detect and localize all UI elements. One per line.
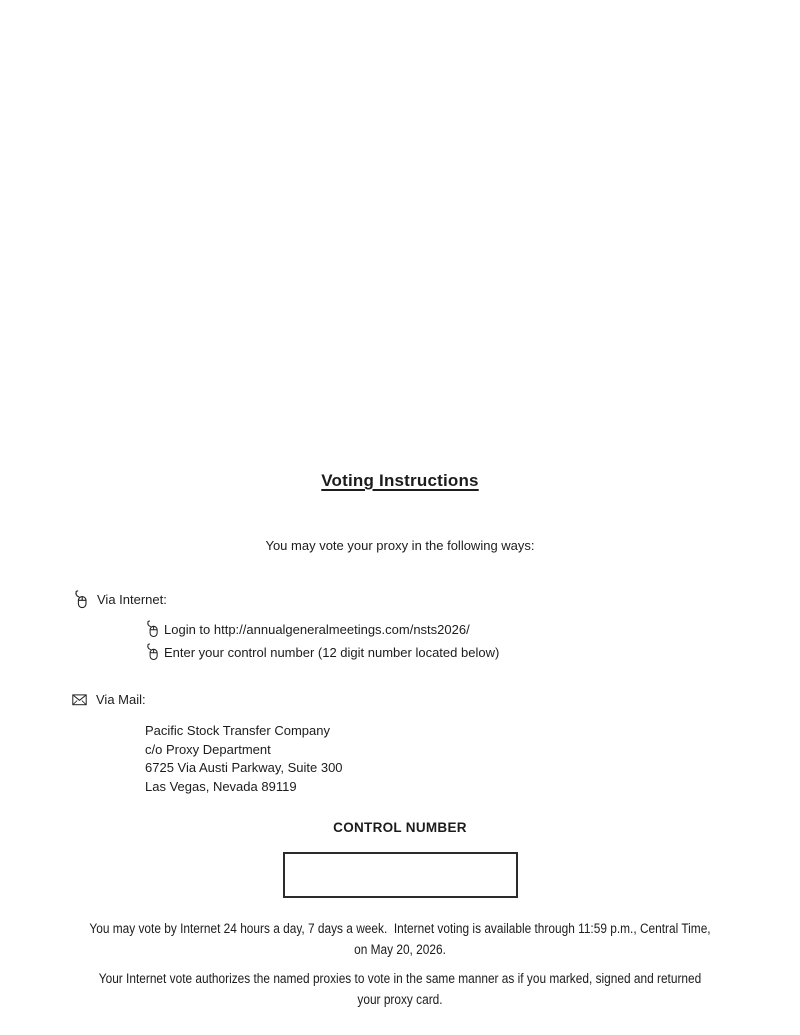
via-mail-label: Via Mail: [96,692,146,707]
mailing-address [145,722,343,796]
control-number-label: CONTROL NUMBER [333,820,467,835]
mouse-icon [74,590,88,609]
authorization-line: Your Internet vote authorizes the named proxies to vote in the same manner as if you marked, signed and returned [98,971,702,986]
control-number-box [283,852,518,898]
via-internet-label: Via Internet: [97,592,167,607]
address-line: c/o Proxy Department [145,741,271,757]
internet-step-login [146,622,470,638]
address-line: Las Vegas, Nevada 89119 [145,778,297,794]
address-line: 6725 Via Austi Parkway, Suite 300 [145,760,343,775]
envelope-icon [72,694,87,706]
proxy-authorization-text [4,968,796,1010]
authorization-line: your proxy card. [357,992,443,1007]
internet-voting-availability-text [4,918,796,960]
page-title: Voting Instructions [321,471,479,490]
internet-step-login-text: Login to http://annualgeneralmeetings.com/nsts2026/ [164,622,470,637]
internet-step-control-number-text: Enter your control number (12 digit number located below) [164,645,500,660]
mouse-icon [146,643,159,661]
intro-text: You may vote your proxy in the following ways: [265,538,535,553]
availability-line: on May 20, 2026. [354,942,446,957]
internet-step-control-number [146,645,499,661]
via-mail-section-heading [72,692,146,708]
address-line: Pacific Stock Transfer Company [145,723,330,738]
availability-line: You may vote by Internet 24 hours a day, 7 days a week. Internet voting is available through 11:59 p.m., Central Time, [89,921,711,936]
mouse-icon [146,620,159,638]
via-internet-section-heading [74,592,167,609]
